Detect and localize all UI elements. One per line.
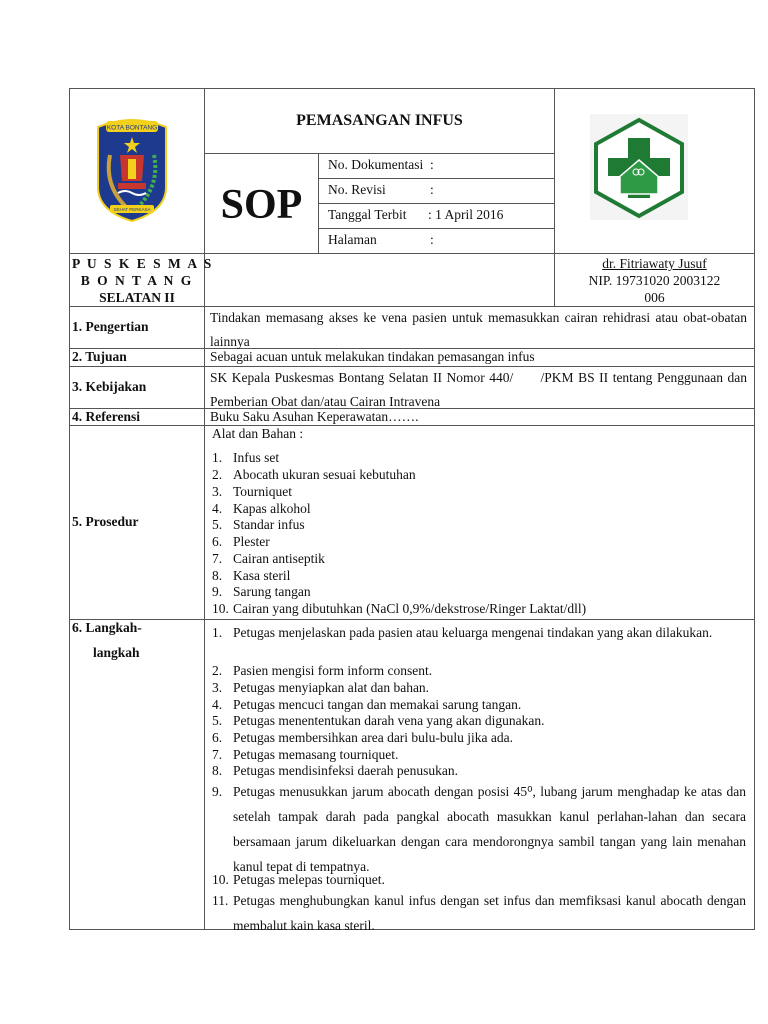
signer-nip: NIP. 19731020 2003122 xyxy=(588,273,721,288)
section-label-prosedur: 5. Prosedur xyxy=(72,514,139,529)
sop-label: SOP xyxy=(220,182,303,228)
signer-nip: 006 xyxy=(644,290,665,305)
item-number: 9. xyxy=(212,584,223,599)
langkah-item xyxy=(212,662,746,679)
item-number: 1. xyxy=(212,450,223,465)
item-number: 6. xyxy=(212,534,223,549)
signer-name: dr. Fitriawaty Jusuf xyxy=(602,256,707,271)
kebijakan-text: SK Kepala Puskesmas Bontang Selatan II Nomor 440/ /PKM BS II tentang Penggunaan dan Pemberian Obat dan/atau Cairan Intravena xyxy=(210,370,751,409)
referensi-text: Buku Saku Asuhan Keperawatan……. xyxy=(210,409,419,424)
item-number: 8. xyxy=(212,568,223,583)
tujuan-text: Sebagai acuan untuk melakukan tindakan pemasangan infus xyxy=(210,349,535,364)
svg-text:KOTA BONTANG: KOTA BONTANG xyxy=(106,124,158,132)
item-text: Pasien mengisi form inform consent. xyxy=(233,663,433,678)
langkah-item xyxy=(212,696,746,713)
item-text: Petugas memasang tourniquet. xyxy=(233,747,399,762)
item-number: 3. xyxy=(212,680,223,695)
section-label-tujuan: 2. Tujuan xyxy=(72,349,127,364)
item-text: Sarung tangan xyxy=(233,584,311,599)
item-number: 1. xyxy=(212,625,223,640)
document-title: PEMASANGAN INFUS xyxy=(296,112,463,129)
item-number: 4. xyxy=(212,501,223,516)
info-value: : xyxy=(430,232,434,247)
item-text: Infus set xyxy=(233,450,280,465)
item-text: Petugas menusukkan jarum abocath dengan posisi 45⁰, lubang jarum menghadap ke atas dan setelah tampak darah pada pangkal abocath masukkan kanul perlahan-lahan dan secara bersamaan jarum dikeluarkan dengan cara mendorongnya sambil tangan yang lain menahan kanul tepat di tempatnya. xyxy=(233,784,746,874)
puskesmas-logo-icon xyxy=(590,114,688,220)
item-number: 7. xyxy=(212,551,223,566)
langkah-item xyxy=(212,779,746,879)
org-name-line: B O N T A N G xyxy=(80,273,194,288)
item-number: 9. xyxy=(212,784,223,799)
item-number: 10. xyxy=(212,872,229,887)
item-text: Kapas alkohol xyxy=(233,501,311,516)
info-value: : xyxy=(430,182,434,197)
prosedur-item xyxy=(212,450,279,466)
langkah-item xyxy=(212,888,746,938)
prosedur-item xyxy=(212,601,586,617)
section-label-langkah-cont: langkah xyxy=(93,645,140,660)
prosedur-item xyxy=(212,584,311,600)
prosedur-item xyxy=(212,501,311,517)
item-number: 4. xyxy=(212,697,223,712)
item-number: 5. xyxy=(212,517,223,532)
item-text: Petugas melepas tourniquet. xyxy=(233,872,385,887)
item-text: Cairan antiseptik xyxy=(233,551,325,566)
item-text: Petugas mencuci tangan dan memakai sarung tangan. xyxy=(233,697,522,712)
prosedur-item xyxy=(212,534,270,550)
org-name-line: SELATAN II xyxy=(99,290,175,305)
prosedur-intro: Alat dan Bahan : xyxy=(212,426,304,441)
info-label: Halaman xyxy=(328,232,377,247)
item-number: 2. xyxy=(212,663,223,678)
langkah-item xyxy=(212,620,746,645)
item-number: 3. xyxy=(212,484,223,499)
item-text: Petugas mendisinfeksi daerah penusukan. xyxy=(233,763,458,778)
info-label: Tanggal Terbit xyxy=(328,207,407,222)
item-number: 6. xyxy=(212,730,223,745)
prosedur-item xyxy=(212,568,290,584)
section-label-langkah: 6. Langkah- xyxy=(72,620,142,635)
section-label-pengertian: 1. Pengertian xyxy=(72,319,149,334)
info-label: No. Dokumentasi xyxy=(328,157,424,172)
prosedur-item xyxy=(212,484,292,500)
item-text: Petugas membersihkan area dari bulu-bulu jika ada. xyxy=(233,730,514,745)
item-text: Tourniquet xyxy=(233,484,293,499)
svg-text:SEHAT PERKASA: SEHAT PERKASA xyxy=(113,207,151,212)
item-text: Standar infus xyxy=(233,517,305,532)
item-number: 8. xyxy=(212,763,223,778)
item-number: 7. xyxy=(212,747,223,762)
item-text: Kasa steril xyxy=(233,568,291,583)
item-text: Cairan yang dibutuhkan (NaCl 0,9%/dekstrose/Ringer Laktat/dll) xyxy=(233,601,587,616)
item-text: Abocath ukuran sesuai kebutuhan xyxy=(233,467,416,482)
kota-bontang-emblem-icon xyxy=(92,115,172,223)
prosedur-item xyxy=(212,551,325,567)
prosedur-item xyxy=(212,517,305,533)
langkah-item xyxy=(212,871,746,888)
item-text: Petugas menyiapkan alat dan bahan. xyxy=(233,680,430,695)
item-number: 10. xyxy=(212,601,229,616)
row-label-cell xyxy=(69,619,205,930)
langkah-item xyxy=(212,712,746,729)
item-number: 2. xyxy=(212,467,223,482)
item-text: Petugas menghubungkan kanul infus dengan set infus dan memfiksasi kanul abocath dengan membalut kain kasa steril. xyxy=(233,893,746,933)
item-text: Petugas menjelaskan pada pasien atau keluarga mengenai tindakan yang akan dilakukan. xyxy=(233,625,713,640)
langkah-item xyxy=(212,762,746,779)
item-text: Petugas menententukan darah vena yang akan digunakan. xyxy=(233,713,545,728)
blank-cell xyxy=(204,253,555,307)
info-label: No. Revisi xyxy=(328,182,386,197)
info-value: : xyxy=(430,157,434,172)
info-value: : 1 April 2016 xyxy=(428,207,504,222)
prosedur-item xyxy=(212,467,416,483)
section-label-kebijakan: 3. Kebijakan xyxy=(72,379,147,394)
item-number: 11. xyxy=(212,893,229,908)
item-text: Plester xyxy=(233,534,270,549)
pengertian-text: Tindakan memasang akses ke vena pasien untuk memasukkan cairan rehidrasi atau obat-obatan lainnya xyxy=(210,310,747,349)
langkah-item xyxy=(212,679,746,696)
langkah-item xyxy=(212,729,746,746)
langkah-item xyxy=(212,746,746,763)
item-number: 5. xyxy=(212,713,223,728)
org-name-line: P U S K E S M A S xyxy=(72,256,214,271)
section-label-referensi: 4. Referensi xyxy=(72,409,140,424)
